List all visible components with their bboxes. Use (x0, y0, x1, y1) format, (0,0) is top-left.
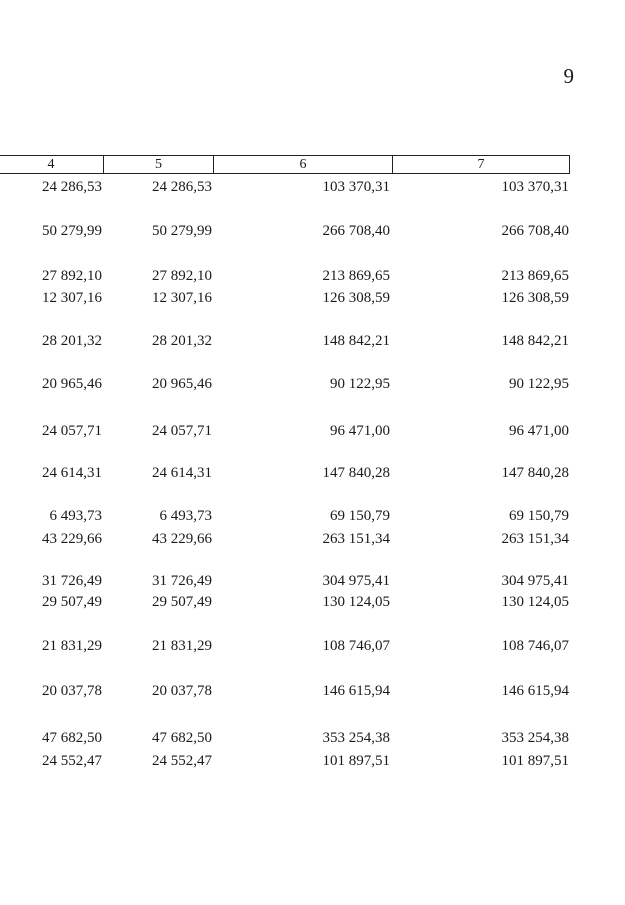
table-row (0, 331, 625, 351)
table-row (0, 288, 625, 308)
cell-col-5: 24 057,71 (152, 423, 212, 439)
cell-col-7: 126 308,59 (501, 290, 569, 306)
cell-col-7: 69 150,79 (509, 508, 569, 524)
table-row (0, 421, 625, 441)
cell-col-7: 147 840,28 (501, 465, 569, 481)
cell-col-6: 147 840,28 (322, 465, 390, 481)
cell-col-7: 96 471,00 (509, 423, 569, 439)
table-row (0, 506, 625, 526)
cell-col-6: 108 746,07 (322, 638, 390, 654)
table-row (0, 681, 625, 701)
table-row (0, 266, 625, 286)
table-row (0, 463, 625, 483)
cell-col-6: 101 897,51 (322, 753, 390, 769)
cell-col-7: 90 122,95 (509, 376, 569, 392)
cell-col-6: 353 254,38 (322, 730, 390, 746)
cell-col-4: 6 493,73 (49, 508, 102, 524)
cell-col-4: 20 965,46 (42, 376, 102, 392)
cell-col-7: 148 842,21 (501, 333, 569, 349)
table-row (0, 177, 625, 197)
cell-col-5: 20 965,46 (152, 376, 212, 392)
cell-col-6: 103 370,31 (322, 179, 390, 195)
cell-col-4: 24 057,71 (42, 423, 102, 439)
column-header-4: 4 (0, 156, 104, 173)
cell-col-4: 43 229,66 (42, 531, 102, 547)
cell-col-4: 12 307,16 (42, 290, 102, 306)
cell-col-6: 148 842,21 (322, 333, 390, 349)
cell-col-5: 47 682,50 (152, 730, 212, 746)
column-header-5: 5 (104, 156, 214, 173)
cell-col-6: 69 150,79 (330, 508, 390, 524)
cell-col-4: 31 726,49 (42, 573, 102, 589)
cell-col-6: 130 124,05 (322, 594, 390, 610)
cell-col-4: 28 201,32 (42, 333, 102, 349)
cell-col-7: 103 370,31 (501, 179, 569, 195)
cell-col-5: 28 201,32 (152, 333, 212, 349)
table-row (0, 728, 625, 748)
cell-col-7: 108 746,07 (501, 638, 569, 654)
cell-col-7: 101 897,51 (501, 753, 569, 769)
cell-col-4: 24 552,47 (42, 753, 102, 769)
cell-col-6: 266 708,40 (322, 223, 390, 239)
cell-col-4: 50 279,99 (42, 223, 102, 239)
cell-col-5: 50 279,99 (152, 223, 212, 239)
cell-col-6: 304 975,41 (322, 573, 390, 589)
cell-col-7: 304 975,41 (501, 573, 569, 589)
table-row (0, 529, 625, 549)
cell-col-4: 27 892,10 (42, 268, 102, 284)
table-header-row (0, 155, 570, 174)
cell-col-7: 266 708,40 (501, 223, 569, 239)
table-row (0, 571, 625, 591)
cell-col-5: 24 286,53 (152, 179, 212, 195)
cell-col-6: 126 308,59 (322, 290, 390, 306)
cell-col-7: 263 151,34 (501, 531, 569, 547)
cell-col-6: 263 151,34 (322, 531, 390, 547)
column-header-6: 6 (214, 156, 393, 173)
cell-col-4: 47 682,50 (42, 730, 102, 746)
cell-col-5: 6 493,73 (159, 508, 212, 524)
cell-col-4: 21 831,29 (42, 638, 102, 654)
cell-col-5: 21 831,29 (152, 638, 212, 654)
cell-col-5: 24 552,47 (152, 753, 212, 769)
table-row (0, 221, 625, 241)
cell-col-4: 24 614,31 (42, 465, 102, 481)
cell-col-5: 20 037,78 (152, 683, 212, 699)
cell-col-6: 146 615,94 (322, 683, 390, 699)
cell-col-5: 24 614,31 (152, 465, 212, 481)
table-row (0, 374, 625, 394)
cell-col-6: 96 471,00 (330, 423, 390, 439)
cell-col-7: 130 124,05 (501, 594, 569, 610)
table-row (0, 592, 625, 612)
table-row (0, 751, 625, 771)
cell-col-4: 20 037,78 (42, 683, 102, 699)
cell-col-5: 12 307,16 (152, 290, 212, 306)
cell-col-7: 146 615,94 (501, 683, 569, 699)
cell-col-7: 353 254,38 (501, 730, 569, 746)
cell-col-4: 24 286,53 (42, 179, 102, 195)
cell-col-6: 213 869,65 (322, 268, 390, 284)
cell-col-5: 27 892,10 (152, 268, 212, 284)
cell-col-7: 213 869,65 (501, 268, 569, 284)
cell-col-4: 29 507,49 (42, 594, 102, 610)
cell-col-5: 31 726,49 (152, 573, 212, 589)
table-row (0, 636, 625, 656)
page-number: 9 (563, 64, 574, 88)
cell-col-5: 43 229,66 (152, 531, 212, 547)
cell-col-5: 29 507,49 (152, 594, 212, 610)
column-header-7: 7 (477, 157, 485, 172)
cell-col-6: 90 122,95 (330, 376, 390, 392)
